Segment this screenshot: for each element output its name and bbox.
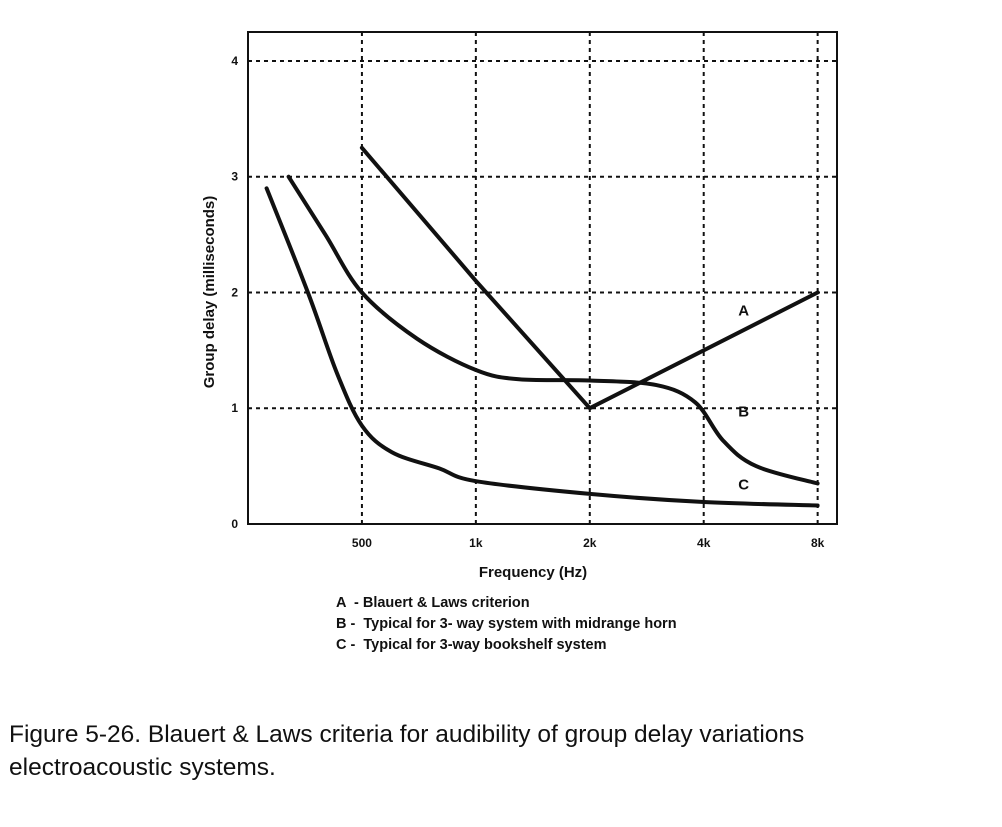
- x-tick-label: 1k: [469, 536, 483, 550]
- x-tick-label: 4k: [697, 536, 711, 550]
- legend-item-b: B - Typical for 3- way system with midrange horn: [336, 616, 677, 632]
- x-tick-label: 500: [351, 536, 372, 550]
- legend-item-c: C - Typical for 3-way bookshelf system: [336, 637, 607, 653]
- x-tick-label: 2k: [583, 536, 597, 550]
- caption-line-1: Figure 5-26. Blauert & Laws criteria for audibility of group delay variations: [9, 721, 805, 748]
- legend: [336, 593, 677, 656]
- series-line-c: [267, 188, 818, 505]
- tick-labels: [231, 54, 824, 550]
- series-label-b: B: [738, 403, 750, 421]
- x-tick-label: 8k: [810, 536, 825, 550]
- y-tick-label: 0: [231, 517, 238, 531]
- plot-frame: [248, 32, 837, 524]
- figure-caption: [9, 718, 999, 784]
- grid-lines: [248, 32, 837, 524]
- series-label-a: A: [738, 302, 750, 320]
- caption-line-2: electroacoustic systems.: [9, 754, 276, 781]
- legend-item-a: A - Blauert & Laws criterion: [336, 595, 530, 611]
- series-label-c: C: [738, 476, 750, 494]
- y-axis-label: Group delay (milliseconds): [201, 195, 218, 389]
- y-tick-label: 3: [231, 169, 238, 184]
- y-tick-label: 2: [231, 285, 238, 300]
- y-tick-label: 1: [231, 401, 238, 416]
- x-axis-label: Frequency (Hz): [478, 564, 588, 581]
- series-lines: [267, 148, 818, 506]
- y-tick-label: 4: [231, 53, 238, 68]
- series-line-b: [289, 177, 818, 484]
